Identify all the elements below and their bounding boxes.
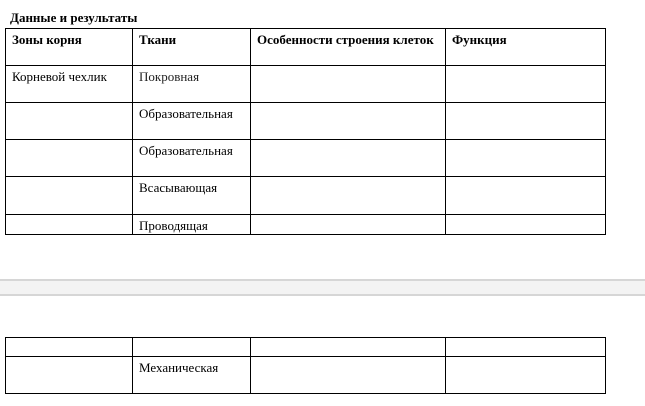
cell-features[interactable] — [251, 140, 446, 177]
cell-features[interactable] — [251, 338, 446, 357]
header-function: Функция — [446, 29, 606, 66]
cell-function[interactable] — [446, 140, 606, 177]
cell-zone[interactable] — [6, 140, 133, 177]
cell-zone[interactable]: Корневой чехлик — [6, 66, 133, 103]
cell-zone[interactable] — [6, 338, 133, 357]
table-header-row — [6, 29, 606, 66]
results-table — [5, 28, 606, 235]
table-row — [6, 140, 606, 177]
results-table-continued — [5, 337, 606, 394]
table-row — [6, 215, 606, 235]
cell-tissue[interactable]: Образовательная — [133, 140, 251, 177]
cell-function[interactable] — [446, 215, 606, 235]
document-caption: Данные и результаты — [10, 10, 138, 25]
table-row — [6, 66, 606, 103]
cell-function[interactable] — [446, 357, 606, 394]
page-break — [0, 279, 645, 296]
table-row — [6, 103, 606, 140]
cell-features[interactable] — [251, 103, 446, 140]
cell-function[interactable] — [446, 177, 606, 215]
cell-features[interactable] — [251, 215, 446, 235]
table-row — [6, 177, 606, 215]
cell-tissue[interactable] — [133, 338, 251, 357]
cell-zone[interactable] — [6, 103, 133, 140]
header-root-zones: Зоны корня — [6, 29, 133, 66]
cell-features[interactable] — [251, 177, 446, 215]
cell-function[interactable] — [446, 66, 606, 103]
cell-function[interactable] — [446, 338, 606, 357]
table-row — [6, 357, 606, 394]
table-row — [6, 338, 606, 357]
cell-tissue[interactable]: Покровная — [133, 66, 251, 103]
cell-tissue[interactable]: Всасывающая — [133, 177, 251, 215]
cell-features[interactable] — [251, 66, 446, 103]
header-tissues: Ткани — [133, 29, 251, 66]
cell-function[interactable] — [446, 103, 606, 140]
header-cell-structure: Особенности строения клеток — [251, 29, 446, 66]
cell-tissue[interactable]: Образовательная — [133, 103, 251, 140]
cell-tissue[interactable]: Проводящая — [133, 215, 251, 235]
cell-zone[interactable] — [6, 177, 133, 215]
cell-zone[interactable] — [6, 215, 133, 235]
cell-tissue[interactable]: Механическая — [133, 357, 251, 394]
cell-features[interactable] — [251, 357, 446, 394]
cell-zone[interactable] — [6, 357, 133, 394]
